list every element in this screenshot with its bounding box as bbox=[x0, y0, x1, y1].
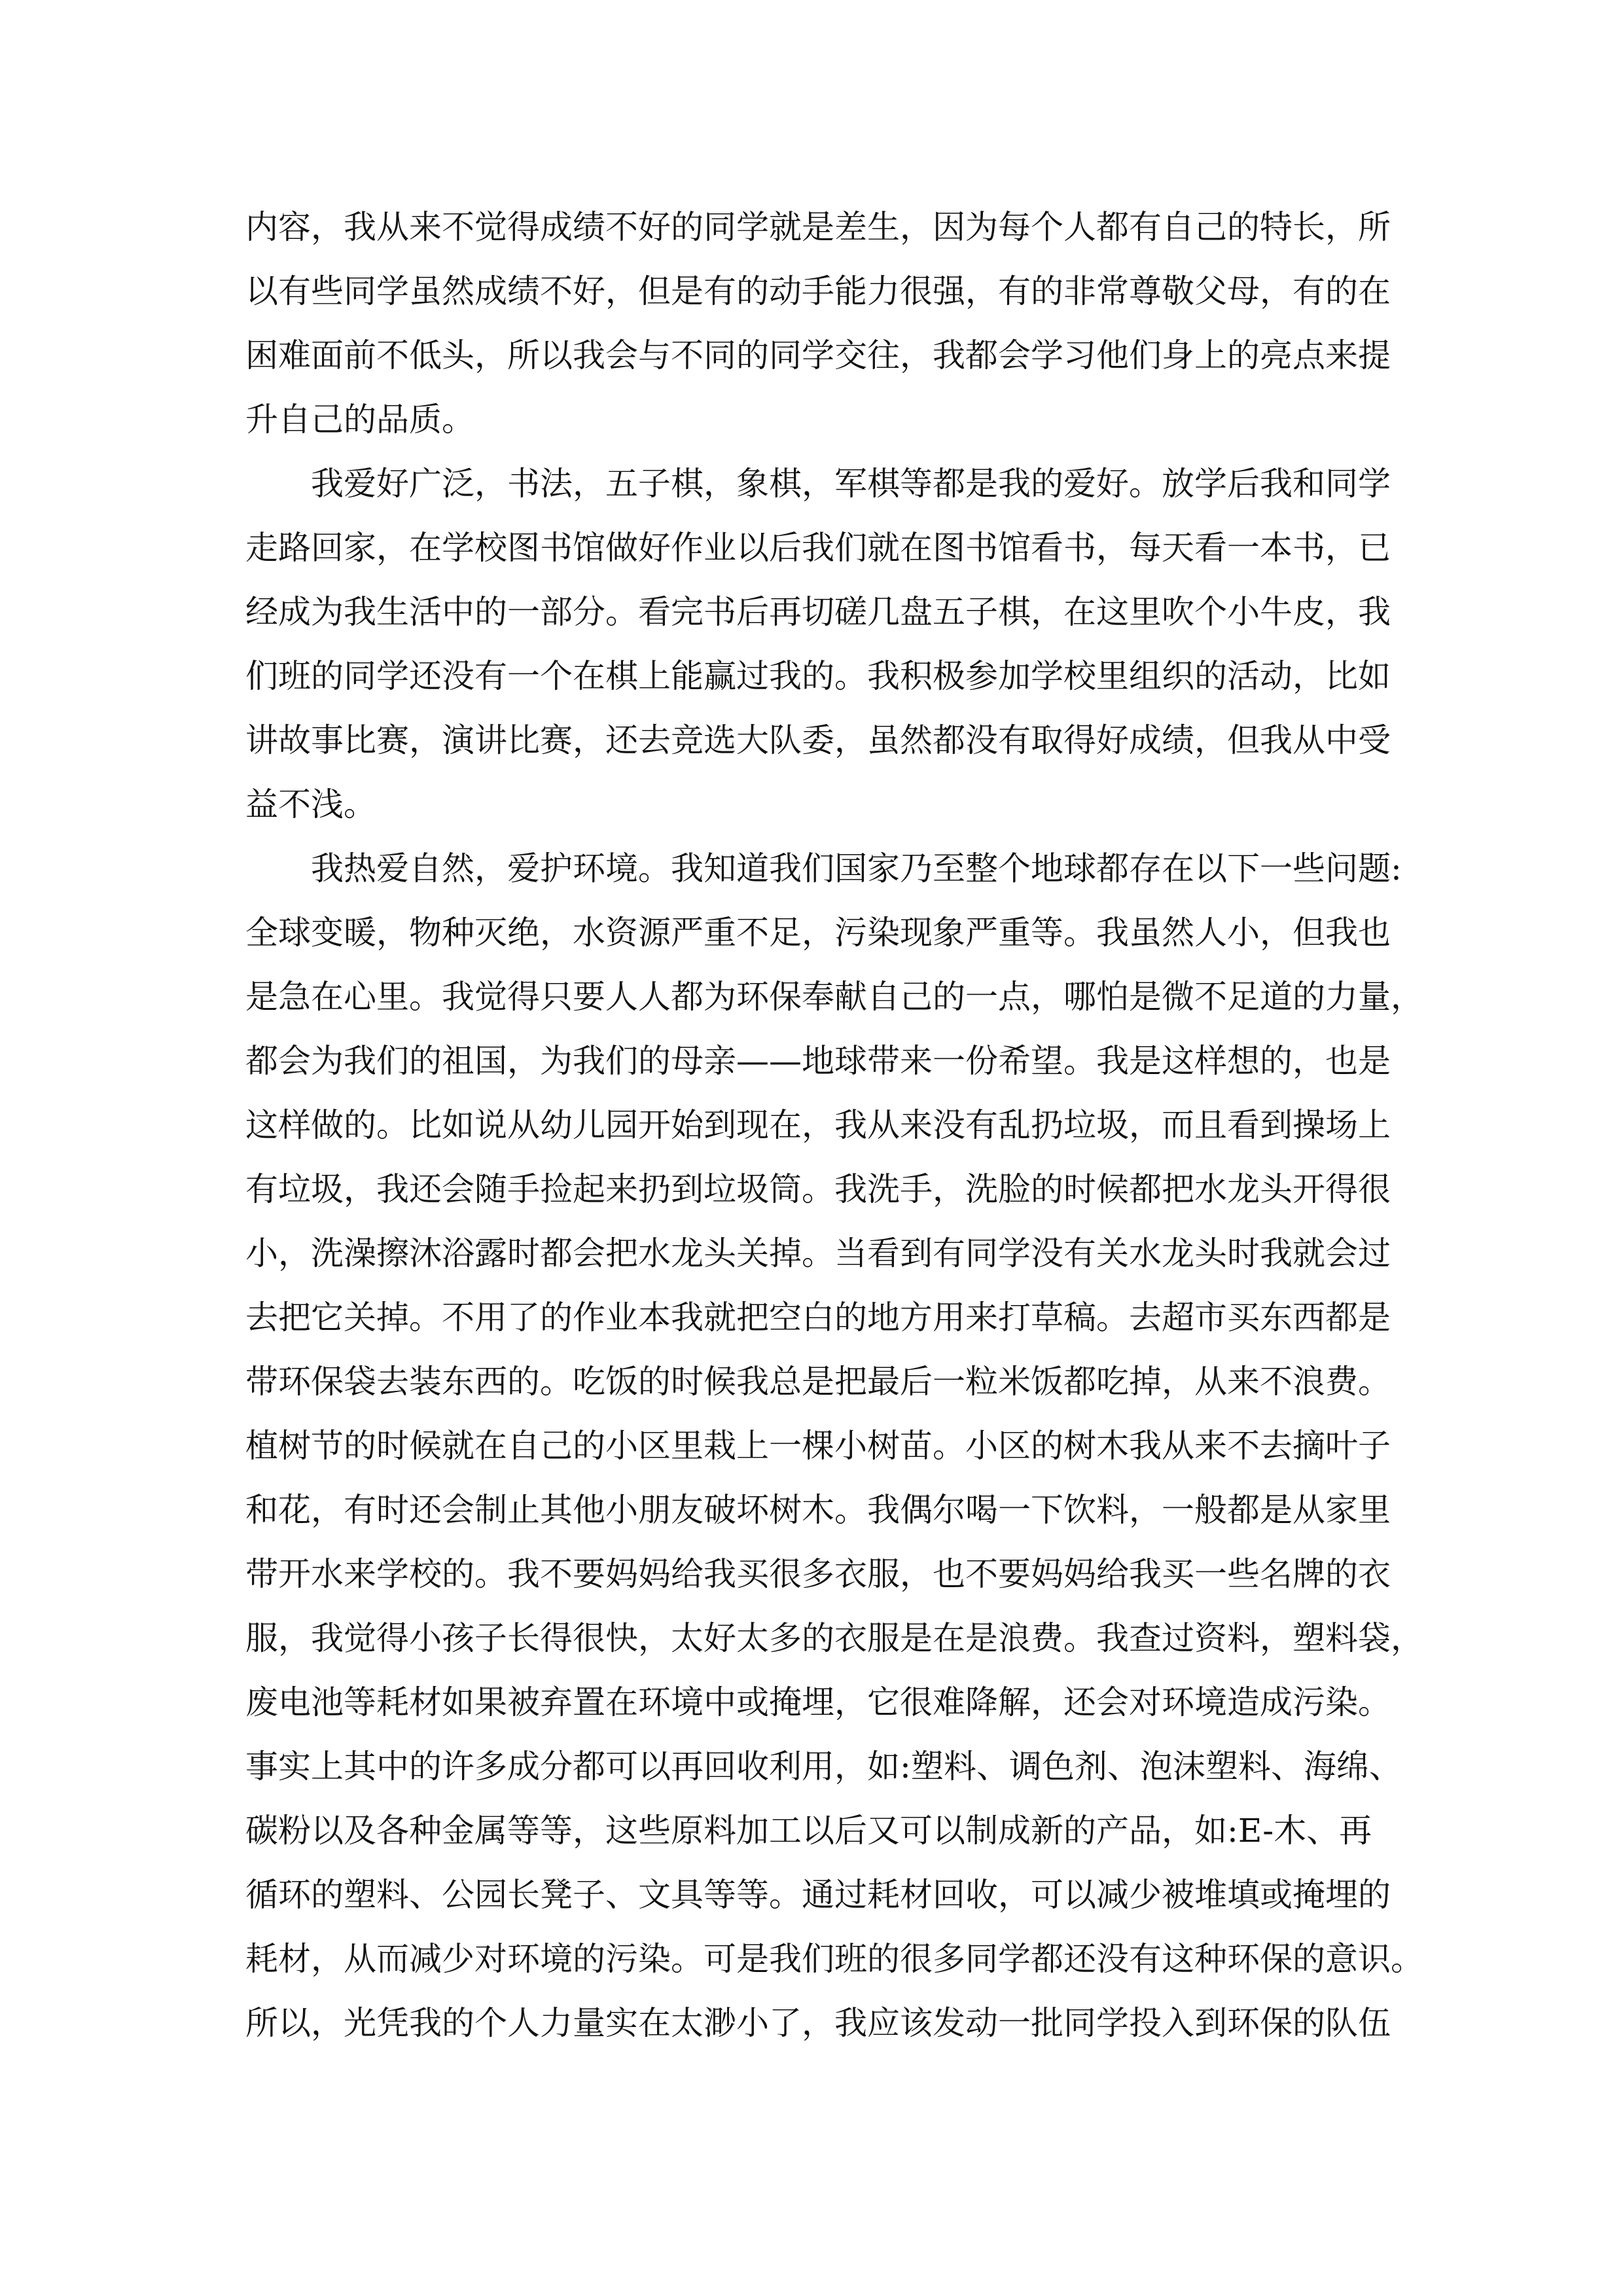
text-line: 带环保袋去装东西的。吃饭的时候我总是把最后一粒米饭都吃掉，从来不浪费。 bbox=[245, 1363, 1391, 1401]
text-line: 废电池等耗材如果被弃置在环境中或掩埋，它很难降解，还会对环境造成污染。 bbox=[245, 1683, 1391, 1721]
text-line: 都会为我们的祖国，为我们的母亲——地球带来一份希望。我是这样想的，也是 bbox=[245, 1042, 1391, 1080]
text-line: 升自己的品质。 bbox=[245, 401, 474, 439]
text-line: 全球变暖，物种灭绝，水资源严重不足，污染现象严重等。我虽然人小，但我也 bbox=[245, 914, 1391, 952]
text-line: 带开水来学校的。我不要妈妈给我买很多衣服，也不要妈妈给我买一些名牌的衣 bbox=[245, 1555, 1391, 1593]
paragraph-1 bbox=[245, 195, 1391, 452]
body-text bbox=[245, 195, 1423, 2055]
text-line: 植树节的时候就在自己的小区里栽上一棵小树苗。小区的树木我从来不去摘叶子 bbox=[245, 1427, 1391, 1465]
text-line: 走路回家，在学校图书馆做好作业以后我们就在图书馆看书，每天看一本书，已 bbox=[245, 529, 1391, 567]
text-line: 们班的同学还没有一个在棋上能赢过我的。我积极参加学校里组织的活动，比如 bbox=[245, 657, 1391, 695]
text-line: 有垃圾，我还会随手捡起来扔到垃圾筒。我洗手，洗脸的时候都把水龙头开得很 bbox=[245, 1170, 1391, 1208]
text-line: 是急在心里。我觉得只要人人都为环保奉献自己的一点，哪怕是微不足道的力量， bbox=[245, 978, 1423, 1016]
text-line: 服，我觉得小孩子长得很快，太好太多的衣服是在是浪费。我查过资料，塑料袋， bbox=[245, 1619, 1423, 1657]
text-line: 我爱好广泛，书法，五子棋，象棋，军棋等都是我的爱好。放学后我和同学 bbox=[311, 465, 1391, 503]
text-line: 循环的塑料、公园长凳子、文具等等。通过耗材回收，可以减少被堆填或掩埋的 bbox=[245, 1876, 1391, 1914]
text-line: 困难面前不低头，所以我会与不同的同学交往，我都会学习他们身上的亮点来提 bbox=[245, 336, 1391, 374]
paragraph-3 bbox=[245, 836, 1423, 2055]
text-line: 以有些同学虽然成绩不好，但是有的动手能力很强，有的非常尊敬父母，有的在 bbox=[245, 272, 1391, 310]
text-line: 内容，我从来不觉得成绩不好的同学就是差生，因为每个人都有自己的特长，所 bbox=[245, 208, 1391, 246]
text-line: 碳粉以及各种金属等等，这些原料加工以后又可以制成新的产品，如:E-木、再 bbox=[245, 1812, 1372, 1850]
text-line: 所以，光凭我的个人力量实在太渺小了，我应该发动一批同学投入到环保的队伍 bbox=[245, 2004, 1391, 2042]
text-line: 小，洗澡擦沐浴露时都会把水龙头关掉。当看到有同学没有关水龙头时我就会过 bbox=[245, 1234, 1391, 1272]
text-line: 去把它关掉。不用了的作业本我就把空白的地方用来打草稿。去超市买东西都是 bbox=[245, 1299, 1391, 1336]
paragraph-2 bbox=[245, 452, 1391, 836]
text-line: 我热爱自然，爱护环境。我知道我们国家乃至整个地球都存在以下一些问题: bbox=[311, 850, 1402, 888]
text-line: 益不浅。 bbox=[245, 785, 376, 823]
text-line: 耗材，从而减少对环境的污染。可是我们班的很多同学都还没有这种环保的意识。 bbox=[245, 1940, 1423, 1978]
text-line: 这样做的。比如说从幼儿园开始到现在，我从来没有乱扔垃圾，而且看到操场上 bbox=[245, 1106, 1391, 1144]
text-line: 和花，有时还会制止其他小朋友破坏树木。我偶尔喝一下饮料，一般都是从家里 bbox=[245, 1491, 1391, 1529]
text-line: 讲故事比赛，演讲比赛，还去竞选大队委，虽然都没有取得好成绩，但我从中受 bbox=[245, 721, 1391, 759]
text-line: 经成为我生活中的一部分。看完书后再切磋几盘五子棋，在这里吹个小牛皮，我 bbox=[245, 593, 1391, 631]
text-line: 事实上其中的许多成分都可以再回收利用，如:塑料、调色剂、泡沫塑料、海绵、 bbox=[245, 1748, 1402, 1785]
